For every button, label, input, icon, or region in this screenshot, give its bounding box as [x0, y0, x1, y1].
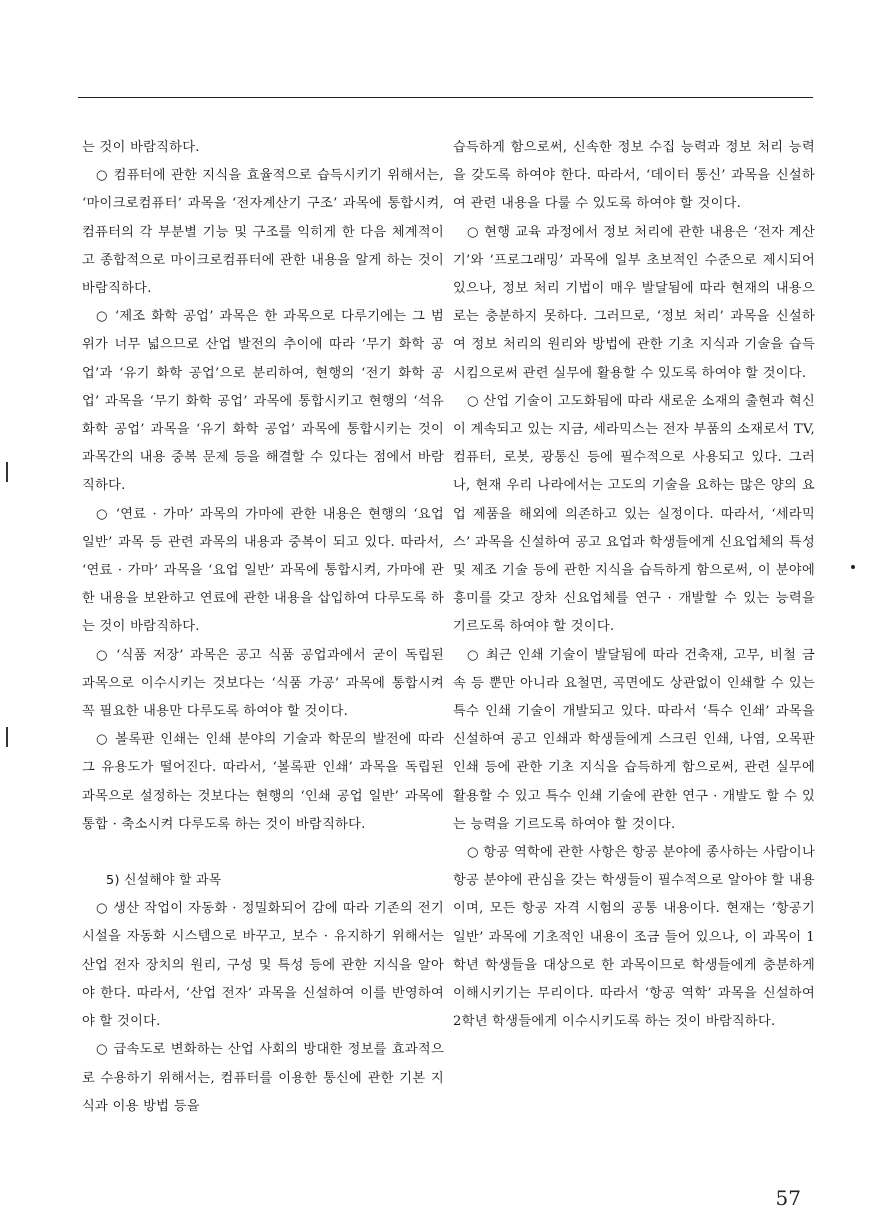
paragraph: ○ 컴퓨터에 관한 지식을 효율적으로 습득시키기 위해서는, ‘마이크로컴퓨터’ 과목을 ‘전자계산기 구조’ 과목에 통합시켜, 컴퓨터의 각 부분별 기능 및 구조를 익히게 한 다음 체계적이고 종합적으로 마이크로컴퓨터에 관한 내용을 알게 하는 것이 바람직하다.	[82, 168, 444, 297]
left-column	[82, 134, 444, 1121]
paragraph: ○ 생산 작업이 자동화 · 정밀화되어 감에 따라 기존의 전기 시설을 자동화 시스템으로 바꾸고, 보수 · 유지하기 위해서는 산업 전자 장치의 원리, 구성 및 특성 등에 관한 지식을 알아야 한다. 따라서, ‘산업 전자’ 과목을 신설하여 이를 반영하여야 할 것이다.	[82, 901, 444, 1030]
right-column	[453, 134, 815, 1037]
scan-dot	[851, 565, 855, 569]
paragraph: ○ 산업 기술이 고도화됨에 따라 새로운 소재의 출현과 혁신이 계속되고 있는 지금, 세라믹스는 전자 부품의 소재로서 TV, 컴퓨터, 로봇, 광통신 등에 필수적으로 사용되고 있다. 그러나, 현재 우리 나라에서는 고도의 기술을 요하는 많은 양의 요업 제품을 해외에 의존하고 있는 실정이다. 따라서, ‘세라믹스’ 과목을 신설하여 공고 요업과 학생들에게 신요업체의 특성 및 제조 기술 등에 관한 지식을 습득하게 함으로써, 이 분야에 흥미를 갖고 장차 신요업체를 연구 · 개발할 수 있는 능력을 기르도록 하여야 할 것이다.	[453, 393, 815, 635]
paragraph: 는 것이 바람직하다.	[82, 140, 200, 155]
margin-mark	[6, 727, 8, 747]
paragraph: ○ ‘제조 화학 공업’ 과목은 한 과목으로 다루기에는 그 범위가 너무 넓으므로 산업 발전의 추이에 따라 ‘무기 화학 공업’과 ‘유기 화학 공업’으로 분리하여, 현행의 ‘전기 화학 공업’ 과목을 ‘무기 화학 공업’ 과목에 통합시키고 현행의 ‘석유 화학 공업’ 과목을 ‘유기 화학 공업’ 과목에 통합시키는 것이 과목간의 내용 중복 문제 등을 해결할 수 있다는 점에서 바람직하다.	[82, 309, 444, 494]
section-heading: 5) 신설해야 할 과목	[106, 873, 222, 889]
paragraph: 습득하게 함으로써, 신속한 정보 수집 능력과 정보 처리 능력을 갖도록 하여야 한다. 따라서, ‘데이터 통신’ 과목을 신설하여 관련 내용을 다룰 수 있도록 하여야 할 것이다.	[453, 140, 815, 212]
paragraph: ○ ‘연료 · 가마’ 과목의 가마에 관한 내용은 현행의 ‘요업 일반’ 과목 등 관련 과목의 내용과 중복이 되고 있다. 따라서, ‘연료 · 가마’ 과목을 ‘요업 일반’ 과목에 통합시켜, 가마에 관한 내용을 보완하고 연료에 관한 내용을 삽입하여 다루도록 하는 것이 바람직하다.	[82, 506, 444, 635]
page-number: 57	[775, 1186, 801, 1210]
paragraph: ○ 최근 인쇄 기술이 발달됨에 따라 건축재, 고무, 비철 금속 등 뿐만 아니라 요철면, 곡면에도 상관없이 인쇄할 수 있는 특수 인쇄 기술이 개발되고 있다. 따라서 ‘특수 인쇄’ 과목을 신설하여 공고 인쇄과 학생들에게 스크린 인쇄, 나염, 오목판 인쇄 등에 관한 기초 지식을 습득하게 함으로써, 관련 실무에 활용할 수 있고 특수 인쇄 기술에 관한 연구 · 개발도 할 수 있는 능력을 기르도록 하여야 할 것이다.	[453, 647, 815, 832]
paragraph: ○ 볼록판 인쇄는 인쇄 분야의 기술과 학문의 발전에 따라 그 유용도가 떨어진다. 따라서, ‘볼록판 인쇄’ 과목을 독립된 과목으로 설정하는 것보다는 현행의 ‘인쇄 공업 일반’ 과목에 통합 · 축소시켜 다루도록 하는 것이 바람직하다.	[82, 732, 444, 832]
margin-mark	[6, 462, 8, 482]
header-rule	[78, 97, 813, 98]
paragraph: ○ 항공 역학에 관한 사항은 항공 분야에 종사하는 사람이나 항공 분야에 관심을 갖는 학생들이 필수적으로 알아야 할 내용이며, 모든 항공 자격 시험의 공통 내용이다. 현재는 ‘항공기 일반’ 과목에 기초적인 내용이 조금 들어 있으나, 이 과목이 1학년 학생들을 대상으로 한 과목이므로 학생들에게 충분하게 이해시키기는 무리이다. 따라서 ‘항공 역학’ 과목을 신설하여 2학년 학생들에게 이수시키도록 하는 것이 바람직하다.	[453, 845, 815, 1030]
paragraph: ○ 현행 교육 과정에서 정보 처리에 관한 내용은 ‘전자 계산기’와 ‘프로그래밍’ 과목에 일부 초보적인 수준으로 제시되어 있으나, 정보 처리 기법이 매우 발달됨에 따라 현재의 내용으로는 충분하지 못하다. 그러므로, ‘정보 처리’ 과목을 신설하여 정보 처리의 원리와 방법에 관한 기초 지식과 기술을 습득시킴으로써 관련 실무에 활용할 수 있도록 하여야 할 것이다.	[453, 224, 815, 381]
paragraph: ○ ‘식품 저장’ 과목은 공고 식품 공업과에서 굳이 독립된 과목으로 이수시키는 것보다는 ‘식품 가공’ 과목에 통합시켜 꼭 필요한 내용만 다루도록 하여야 할 것이다.	[82, 647, 444, 720]
paragraph: ○ 급속도로 변화하는 산업 사회의 방대한 정보를 효과적으로 수용하기 위해서는, 컴퓨터를 이용한 통신에 관한 기본 지식과 이용 방법 등을	[82, 1042, 444, 1114]
